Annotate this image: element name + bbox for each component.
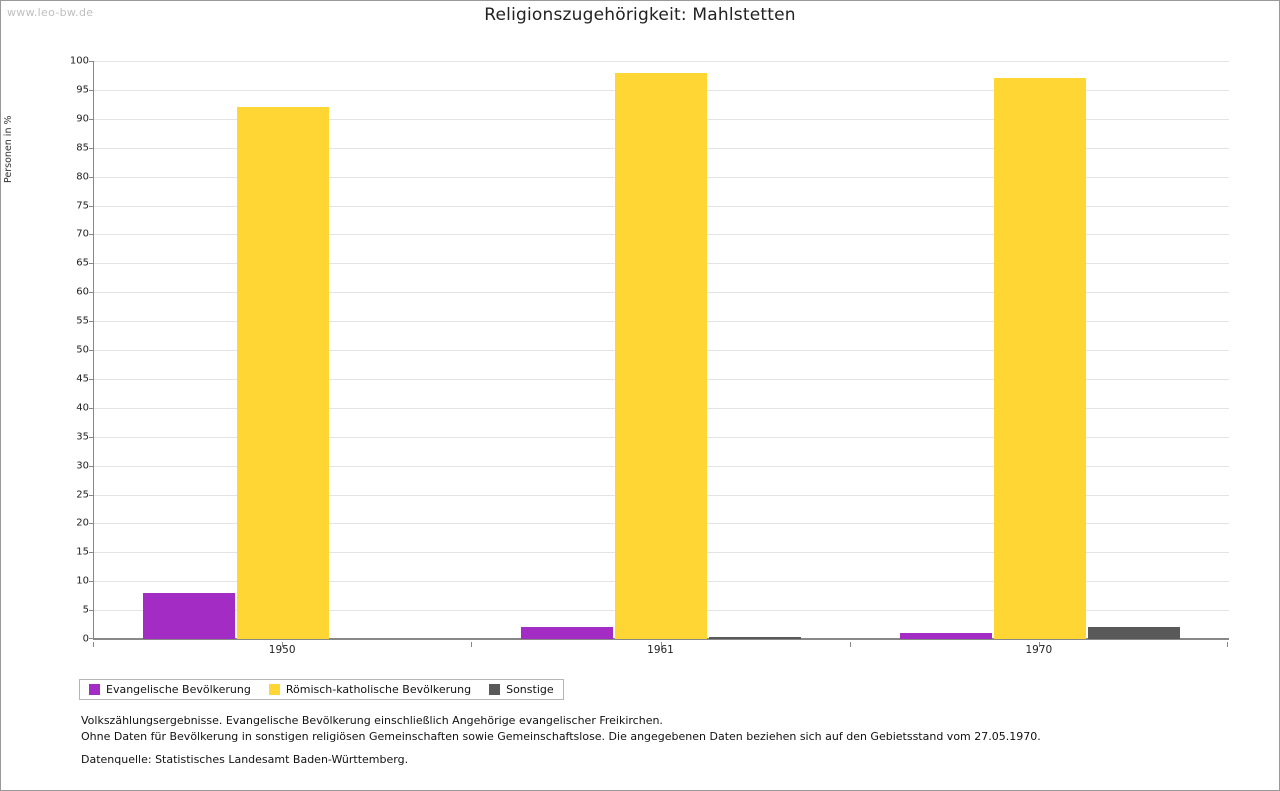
bar[interactable] (521, 627, 613, 639)
bar[interactable] (143, 593, 235, 639)
y-axis-tick-label: 40 (76, 402, 89, 414)
y-axis-tick-label: 60 (76, 286, 89, 298)
y-axis-tick-label: 10 (76, 575, 89, 587)
y-axis-tick-label: 20 (76, 517, 89, 529)
x-axis-tick (93, 642, 94, 647)
bar[interactable] (615, 73, 707, 639)
plot-area (93, 61, 1229, 640)
y-axis-tick-label: 30 (76, 460, 89, 472)
legend-label: Römisch-katholische Bevölkerung (285, 683, 472, 696)
x-axis-tick-label: 1970 (1025, 644, 1053, 656)
bar-group (472, 61, 850, 639)
y-axis-tick-label: 50 (76, 344, 89, 356)
y-axis-tick-label: 95 (76, 84, 89, 96)
bar[interactable] (709, 637, 801, 639)
footnote-line-2: Ohne Daten für Bevölkerung in sonstigen religiösen Gemeinschaften sowie Gemeinschaftslose. Die angegebenen Daten beziehen sich auf den Gebietsstand vom 27.05.1970. (81, 730, 1041, 743)
legend-item[interactable] (269, 683, 471, 696)
x-axis-tick-label: 1950 (268, 644, 296, 656)
y-axis-tick-label: 90 (76, 113, 89, 125)
y-axis-tick-label: 100 (69, 55, 89, 67)
x-axis-tick (1227, 642, 1228, 647)
y-axis-tick-label: 70 (76, 228, 89, 240)
x-axis-tick (850, 642, 851, 647)
y-axis-tick-label: 5 (82, 604, 89, 616)
x-axis-tick-label: 1961 (647, 644, 674, 656)
y-axis-tick-label: 80 (76, 171, 89, 183)
y-axis-tick-label: 25 (76, 489, 89, 500)
bar[interactable] (994, 78, 1086, 639)
chart-footnotes (81, 713, 1211, 745)
y-axis-tick-label: 0 (82, 633, 89, 645)
y-axis-label: Personen in % (3, 115, 14, 183)
legend-item[interactable] (489, 683, 554, 696)
legend-item[interactable] (89, 683, 251, 696)
x-axis-tick (471, 642, 472, 647)
bar-group (851, 61, 1229, 639)
x-axis-tick-labels (93, 642, 1229, 660)
y-axis-tick-label: 45 (76, 373, 89, 385)
y-axis-tick-label: 85 (76, 142, 89, 154)
legend-label: Sonstige (506, 683, 554, 696)
site-watermark: www.leo-bw.de (7, 6, 94, 19)
y-axis-tick-label: 15 (76, 546, 89, 558)
bar[interactable] (1088, 627, 1180, 639)
legend-swatch (269, 684, 280, 695)
y-axis-tick-label: 55 (76, 315, 89, 327)
bar-group (94, 61, 472, 639)
legend-swatch (89, 684, 100, 695)
chart-legend (79, 679, 564, 700)
legend-swatch (489, 684, 500, 695)
bar[interactable] (900, 633, 992, 639)
y-axis-tick-labels (59, 55, 89, 645)
legend-label: Evangelische Bevölkerung (106, 683, 251, 696)
y-axis-tick-label: 65 (76, 257, 89, 269)
bar[interactable] (237, 107, 329, 639)
data-source-note: Datenquelle: Statistisches Landesamt Baden-Württemberg. (81, 753, 409, 766)
chart-title: Religionszugehörigkeit: Mahlstetten (484, 5, 796, 25)
y-axis-tick-label: 75 (76, 200, 89, 211)
footnote-line-1: Volkszählungsergebnisse. Evangelische Bevölkerung einschließlich Angehörige evangelischer Freikirchen. (81, 714, 663, 727)
y-axis-tick-label: 35 (76, 431, 89, 443)
